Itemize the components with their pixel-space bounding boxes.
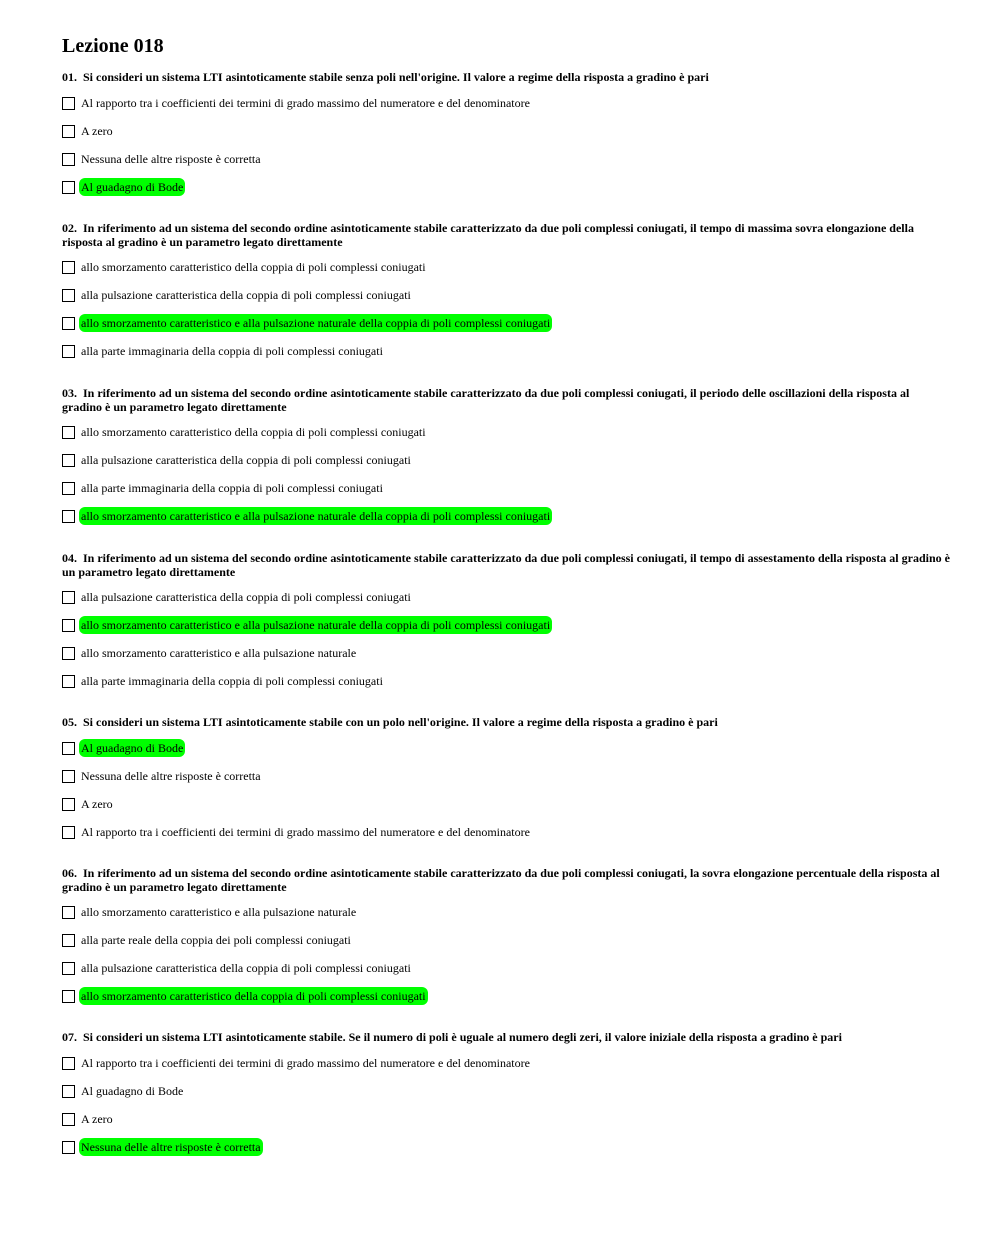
checkbox[interactable]	[62, 675, 75, 688]
option-3[interactable]	[62, 1105, 952, 1133]
question-number: 03.	[62, 386, 77, 400]
checkbox[interactable]	[62, 181, 75, 194]
question-text: In riferimento ad un sistema del secondo ordine asintoticamente stabile caratterizzato da due poli complessi coniugati, il tempo di massima sovra elongazione della risposta al gradino è un parametro legato direttamente	[62, 221, 914, 249]
checkbox[interactable]	[62, 289, 75, 302]
option-label-correct: Al guadagno di Bode	[81, 741, 184, 755]
checkbox[interactable]	[62, 990, 75, 1003]
option-label: allo smorzamento caratteristico della coppia di poli complessi coniugati	[81, 260, 426, 274]
option-2[interactable]	[62, 926, 952, 954]
question-06	[62, 866, 952, 1010]
option-label: Nessuna delle altre risposte è corretta	[81, 769, 261, 783]
option-label: Al rapporto tra i coefficienti dei termini di grado massimo del numeratore e del denominatore	[81, 96, 530, 110]
option-4[interactable]	[62, 667, 952, 695]
option-label-correct: allo smorzamento caratteristico e alla pulsazione naturale della coppia di poli complessi coniugati	[81, 618, 551, 632]
checkbox[interactable]	[62, 591, 75, 604]
option-3[interactable]	[62, 954, 952, 982]
option-label-correct: Al guadagno di Bode	[81, 180, 184, 194]
option-4[interactable]	[62, 982, 952, 1010]
option-3[interactable]	[62, 474, 952, 502]
options	[62, 583, 952, 695]
question-number: 07.	[62, 1030, 77, 1044]
checkbox[interactable]	[62, 906, 75, 919]
question-01	[62, 70, 952, 201]
option-label: allo smorzamento caratteristico della coppia di poli complessi coniugati	[81, 425, 426, 439]
option-1[interactable]	[62, 734, 952, 762]
option-label: alla pulsazione caratteristica della coppia di poli complessi coniugati	[81, 453, 411, 467]
question-04	[62, 551, 952, 695]
question-text: Si consideri un sistema LTI asintoticamente stabile con un polo nell'origine. Il valore a regime della risposta a gradino è pari	[83, 715, 718, 729]
option-label-correct: allo smorzamento caratteristico e alla pulsazione naturale della coppia di poli complessi coniugati	[81, 316, 551, 330]
checkbox[interactable]	[62, 647, 75, 660]
option-label: allo smorzamento caratteristico e alla pulsazione naturale	[81, 905, 357, 919]
question-05	[62, 715, 952, 846]
option-3[interactable]	[62, 309, 952, 337]
question-number: 06.	[62, 866, 77, 880]
option-4[interactable]	[62, 173, 952, 201]
option-1[interactable]	[62, 418, 952, 446]
option-4[interactable]	[62, 818, 952, 846]
checkbox[interactable]	[62, 798, 75, 811]
question-text: In riferimento ad un sistema del secondo ordine asintoticamente stabile caratterizzato da due poli complessi coniugati, la sovra elongazione percentuale della risposta al gradino è un parametro legato direttamente	[62, 866, 940, 894]
option-2[interactable]	[62, 446, 952, 474]
page-title: Lezione 018	[62, 35, 164, 57]
option-1[interactable]	[62, 1049, 952, 1077]
checkbox[interactable]	[62, 345, 75, 358]
option-label: A zero	[81, 124, 113, 138]
checkbox[interactable]	[62, 1141, 75, 1154]
checkbox[interactable]	[62, 153, 75, 166]
checkbox[interactable]	[62, 770, 75, 783]
checkbox[interactable]	[62, 619, 75, 632]
options	[62, 898, 952, 1010]
checkbox[interactable]	[62, 510, 75, 523]
option-label: Al guadagno di Bode	[81, 1084, 184, 1098]
checkbox[interactable]	[62, 742, 75, 755]
option-label-correct: Nessuna delle altre risposte è corretta	[81, 1140, 261, 1154]
option-label: alla pulsazione caratteristica della coppia di poli complessi coniugati	[81, 288, 411, 302]
options	[62, 89, 952, 201]
option-label: A zero	[81, 1112, 113, 1126]
options	[62, 1049, 952, 1161]
options	[62, 734, 952, 846]
option-label: allo smorzamento caratteristico e alla pulsazione naturale	[81, 646, 357, 660]
question-02	[62, 221, 952, 365]
checkbox[interactable]	[62, 826, 75, 839]
option-4[interactable]	[62, 502, 952, 530]
checkbox[interactable]	[62, 934, 75, 947]
checkbox[interactable]	[62, 261, 75, 274]
options	[62, 418, 952, 530]
option-label: alla parte immaginaria della coppia di poli complessi coniugati	[81, 344, 383, 358]
checkbox[interactable]	[62, 1085, 75, 1098]
question-text: In riferimento ad un sistema del secondo ordine asintoticamente stabile caratterizzato da due poli complessi coniugati, il tempo di assestamento della risposta al gradino è un parametro legato direttamente	[62, 551, 950, 579]
checkbox[interactable]	[62, 482, 75, 495]
question-03	[62, 386, 952, 530]
checkbox[interactable]	[62, 125, 75, 138]
question-text: Si consideri un sistema LTI asintoticamente stabile senza poli nell'origine. Il valore a regime della risposta a gradino è pari	[83, 70, 709, 84]
option-3[interactable]	[62, 639, 952, 667]
question-07	[62, 1030, 952, 1161]
option-4[interactable]	[62, 1133, 952, 1161]
option-label: alla pulsazione caratteristica della coppia di poli complessi coniugati	[81, 961, 411, 975]
option-label: alla parte reale della coppia dei poli complessi coniugati	[81, 933, 351, 947]
option-2[interactable]	[62, 281, 952, 309]
options	[62, 253, 952, 365]
option-label: alla parte immaginaria della coppia di poli complessi coniugati	[81, 481, 383, 495]
checkbox[interactable]	[62, 1057, 75, 1070]
question-number: 01.	[62, 70, 77, 84]
checkbox[interactable]	[62, 1113, 75, 1126]
checkbox[interactable]	[62, 426, 75, 439]
question-text: In riferimento ad un sistema del secondo ordine asintoticamente stabile caratterizzato da due poli complessi coniugati, il periodo delle oscillazioni della risposta al gradino è un parametro legato direttamente	[62, 386, 910, 414]
checkbox[interactable]	[62, 317, 75, 330]
option-3[interactable]	[62, 145, 952, 173]
checkbox[interactable]	[62, 97, 75, 110]
question-number: 02.	[62, 221, 77, 235]
checkbox[interactable]	[62, 962, 75, 975]
option-1[interactable]	[62, 253, 952, 281]
option-label-correct: allo smorzamento caratteristico e alla pulsazione naturale della coppia di poli complessi coniugati	[81, 509, 551, 523]
option-label: Al rapporto tra i coefficienti dei termini di grado massimo del numeratore e del denominatore	[81, 825, 530, 839]
option-2[interactable]	[62, 1077, 952, 1105]
option-1[interactable]	[62, 898, 952, 926]
option-1[interactable]	[62, 89, 952, 117]
option-1[interactable]	[62, 583, 952, 611]
option-label: Nessuna delle altre risposte è corretta	[81, 152, 261, 166]
question-number: 04.	[62, 551, 77, 565]
option-label-correct: allo smorzamento caratteristico della coppia di poli complessi coniugati	[81, 989, 426, 1003]
option-label: alla parte immaginaria della coppia di poli complessi coniugati	[81, 674, 383, 688]
option-label: A zero	[81, 797, 113, 811]
option-2[interactable]	[62, 762, 952, 790]
option-2[interactable]	[62, 611, 952, 639]
option-4[interactable]	[62, 337, 952, 365]
option-3[interactable]	[62, 790, 952, 818]
question-number: 05.	[62, 715, 77, 729]
checkbox[interactable]	[62, 454, 75, 467]
option-label: alla pulsazione caratteristica della coppia di poli complessi coniugati	[81, 590, 411, 604]
option-2[interactable]	[62, 117, 952, 145]
question-text: Si consideri un sistema LTI asintoticamente stabile. Se il numero di poli è uguale al numero degli zeri, il valore iniziale della risposta a gradino è pari	[83, 1030, 842, 1044]
option-label: Al rapporto tra i coefficienti dei termini di grado massimo del numeratore e del denominatore	[81, 1056, 530, 1070]
